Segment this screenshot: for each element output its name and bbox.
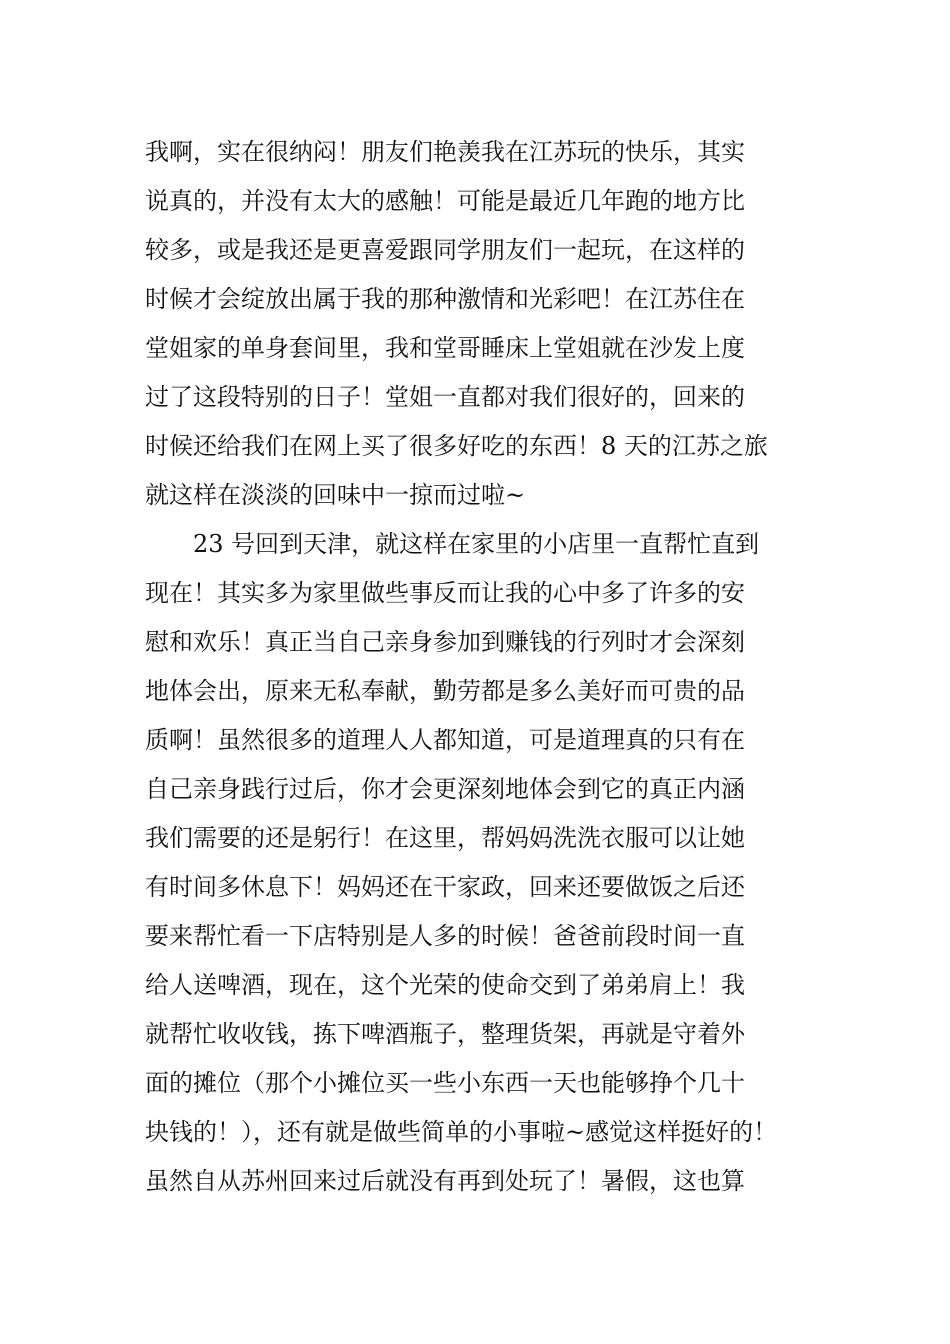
text-line: 时候才会绽放出属于我的那种激情和光彩吧！在江苏住在 bbox=[145, 285, 745, 313]
text-line: 堂姐家的单身套间里，我和堂哥睡床上堂姐就在沙发上度 bbox=[145, 334, 745, 362]
text-line: 时候还给我们在网上买了很多好吃的东西！8 天的江苏之旅 bbox=[145, 432, 768, 460]
text-line: 过了这段特别的日子！堂姐一直都对我们很好的，回来的 bbox=[145, 383, 745, 411]
text-line: 我们需要的还是躬行！在这里，帮妈妈洗洗衣服可以让她 bbox=[145, 824, 745, 852]
body-text bbox=[145, 128, 815, 1206]
text-line: 现在！其实多为家里做些事反而让我的心中多了许多的安 bbox=[145, 579, 745, 607]
text-line: 面的摊位（那个小摊位买一些小东西一天也能够挣个几十 bbox=[145, 1069, 745, 1097]
text-line: 虽然自从苏州回来过后就没有再到处玩了！暑假，这也算 bbox=[145, 1167, 745, 1195]
text-line: 给人送啤酒，现在，这个光荣的使命交到了弟弟肩上！我 bbox=[145, 971, 745, 999]
text-line: 就这样在淡淡的回味中一掠而过啦~ bbox=[145, 481, 526, 509]
text-line: 较多，或是我还是更喜爱跟同学朋友们一起玩，在这样的 bbox=[145, 236, 745, 264]
text-line: 块钱的！），还有就是做些简单的小事啦~感觉这样挺好的！ bbox=[145, 1118, 778, 1146]
text-line: 慰和欢乐！真正当自己亲身参加到赚钱的行列时才会深刻 bbox=[145, 628, 745, 656]
text-line: 质啊！虽然很多的道理人人都知道，可是道理真的只有在 bbox=[145, 726, 745, 754]
text-line: 自己亲身践行过后，你才会更深刻地体会到它的真正内涵 bbox=[145, 775, 745, 803]
text-line: 地体会出，原来无私奉献，勤劳都是多么美好而可贵的品 bbox=[145, 677, 745, 705]
text-line: 有时间多休息下！妈妈还在干家政，回来还要做饭之后还 bbox=[145, 873, 745, 901]
text-line: 就帮忙收收钱，拣下啤酒瓶子，整理货架，再就是守着外 bbox=[145, 1020, 745, 1048]
text-line: 要来帮忙看一下店特别是人多的时候！爸爸前段时间一直 bbox=[145, 922, 745, 950]
text-line: 说真的，并没有太大的感触！可能是最近几年跑的地方比 bbox=[145, 187, 745, 215]
text-line: 23 号回到天津，就这样在家里的小店里一直帮忙直到 bbox=[193, 530, 760, 558]
text-line: 我啊，实在很纳闷！朋友们艳羡我在江苏玩的快乐，其实 bbox=[145, 138, 745, 166]
